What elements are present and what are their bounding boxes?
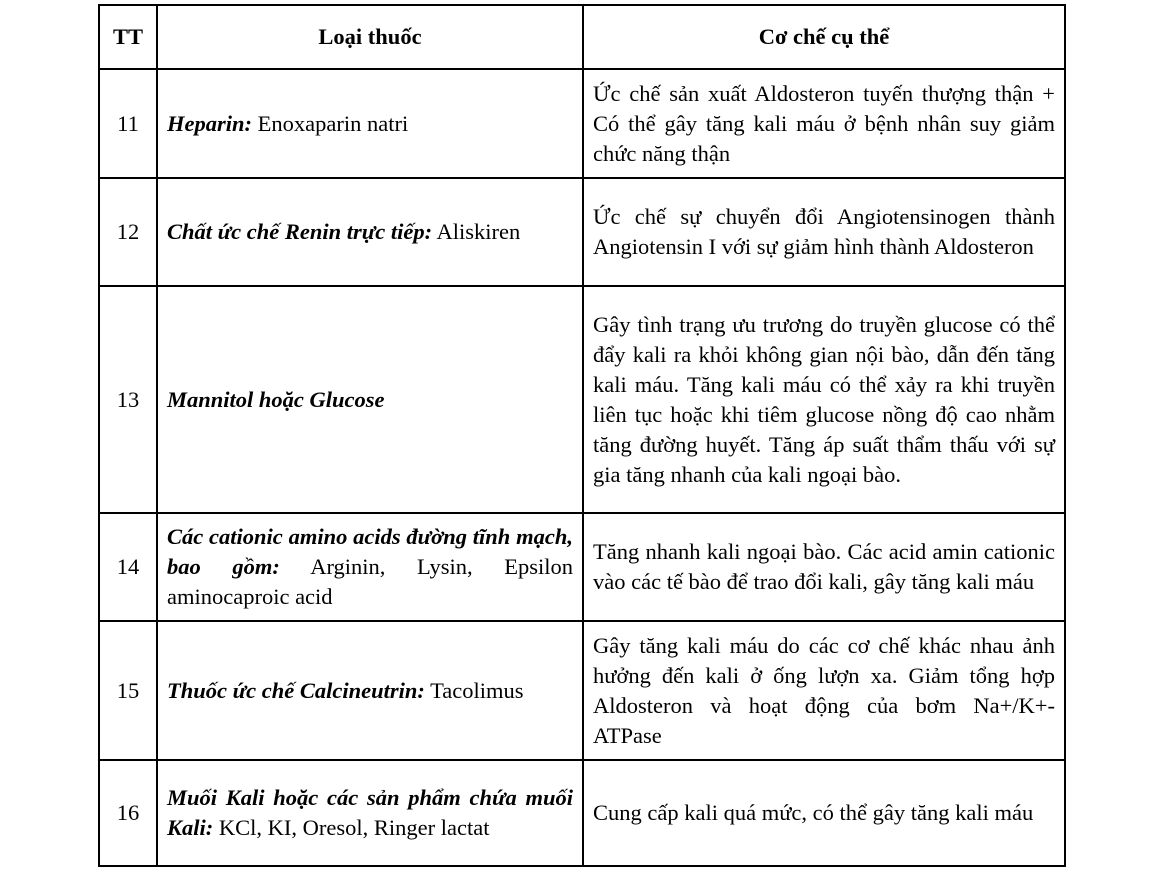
mechanism-cell: Gây tình trạng ưu trương do truyền glucose có thể đẩy kali ra khỏi không gian nội bào, dẫn đến tăng kali máu. Tăng kali máu có thể xảy ra khi truyền liên tục hoặc khi tiêm glucose nồng độ cao nhằm tăng đường huyết. Tăng áp suất thẩm thấu với sự gia tăng nhanh của kali ngoại bào. bbox=[583, 286, 1065, 513]
drug-mechanism-table bbox=[98, 4, 1066, 867]
row-number: 12 bbox=[99, 178, 157, 286]
mechanism-cell: Cung cấp kali quá mức, có thể gây tăng kali máu bbox=[583, 760, 1065, 866]
row-number: 16 bbox=[99, 760, 157, 866]
drug-names: Aliskiren bbox=[432, 219, 521, 244]
drug-names: Tacolimus bbox=[424, 677, 524, 703]
drug-class: Chất ức chế Renin trực tiếp: bbox=[167, 219, 433, 244]
drug-cell bbox=[157, 621, 583, 760]
drug-class: Các cationic amino acids đường tĩnh mạch, bao gồm: bbox=[167, 524, 573, 579]
mechanism-cell: Ức chế sản xuất Aldosteron tuyến thượng thận + Có thể gây tăng kali máu ở bệnh nhân suy giảm chức năng thận bbox=[583, 69, 1065, 178]
header-row bbox=[99, 5, 1065, 69]
header-tt: TT bbox=[99, 5, 157, 69]
header-drug-type: Loại thuốc bbox=[157, 5, 583, 69]
table-row bbox=[99, 513, 1065, 621]
row-number: 14 bbox=[99, 513, 157, 621]
drug-cell bbox=[157, 513, 583, 621]
row-number: 13 bbox=[99, 286, 157, 513]
mechanism-cell: Ức chế sự chuyển đổi Angiotensinogen thành Angiotensin I với sự giảm hình thành Aldosteron bbox=[583, 178, 1065, 286]
drug-names: KCl, KI, Oresol, Ringer lactat bbox=[213, 815, 490, 840]
header-mechanism: Cơ chế cụ thể bbox=[583, 5, 1065, 69]
table-row bbox=[99, 69, 1065, 178]
drug-names: Enoxaparin natri bbox=[252, 110, 409, 136]
drug-class: Heparin: bbox=[167, 110, 253, 136]
table-row bbox=[99, 621, 1065, 760]
row-number: 15 bbox=[99, 621, 157, 760]
drug-cell bbox=[157, 69, 583, 178]
drug-cell bbox=[157, 760, 583, 866]
mechanism-cell: Tăng nhanh kali ngoại bào. Các acid amin cationic vào các tế bào để trao đổi kali, gây tăng kali máu bbox=[583, 513, 1065, 621]
row-number: 11 bbox=[99, 69, 157, 178]
drug-cell bbox=[157, 178, 583, 286]
table-row bbox=[99, 178, 1065, 286]
mechanism-cell: Gây tăng kali máu do các cơ chế khác nhau ảnh hưởng đến kali ở ống lượn xa. Giảm tổng hợp Aldosteron và hoạt động của bơm Na+/K+- ATPase bbox=[583, 621, 1065, 760]
table-row bbox=[99, 286, 1065, 513]
table-row bbox=[99, 760, 1065, 866]
drug-cell bbox=[157, 286, 583, 513]
drug-class: Mannitol hoặc Glucose bbox=[167, 386, 385, 412]
drug-names: Arginin, Lysin, Epsilon aminocaproic acid bbox=[167, 554, 573, 609]
drug-class: Muối Kali hoặc các sản phẩm chứa muối Kali: bbox=[167, 785, 573, 840]
drug-class: Thuốc ức chế Calcineutrin: bbox=[167, 677, 425, 703]
